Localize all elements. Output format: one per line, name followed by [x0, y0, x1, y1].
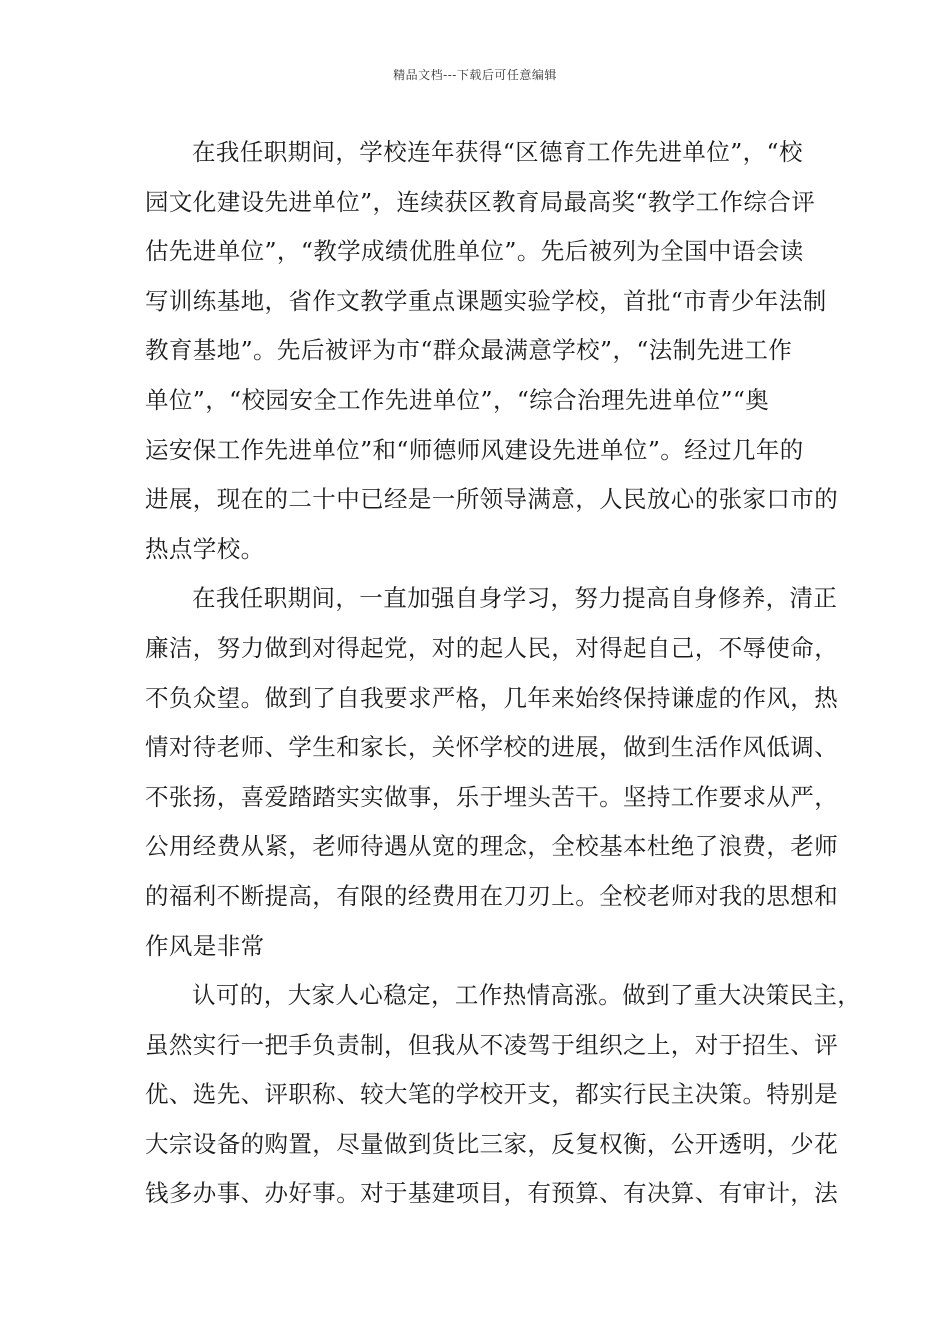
text-line: 热点学校。	[145, 534, 265, 563]
text-line: 认可的，大家人心稳定，工作热情高涨。做到了重大决策民主，	[192, 981, 862, 1010]
text-line: 估先进单位”，“教学成绩优胜单位”。先后被列为全国中语会读	[145, 237, 804, 266]
text-line: 作风是非常	[145, 931, 265, 960]
text-line: 写训练基地，省作文教学重点课题实验学校，首批“市青少年法制	[145, 286, 827, 315]
text-line: 公用经费从紧，老师待遇从宽的理念，全校基本杜绝了浪费，老师	[145, 832, 839, 861]
paragraph-2	[145, 574, 839, 971]
document-body	[145, 128, 862, 1219]
text-line: 在我任职期间，学校连年获得“区德育工作先进单位”，“校	[192, 138, 803, 166]
text-line: 的福利不断提高，有限的经费用在刀刃上。全校老师对我的思想和	[145, 881, 839, 910]
text-line: 不张扬，喜爱踏踏实实做事，乐于埋头苦干。坚持工作要求从严，	[145, 782, 839, 811]
text-line: 虽然实行一把手负责制，但我从不凌驾于组织之上，对于招生、评	[145, 1030, 839, 1059]
text-line: 廉洁，努力做到对得起党，对的起人民，对得起自己，不辱使命，	[145, 633, 839, 662]
text-line: 进展，现在的二十中已经是一所领导满意，人民放心的张家口市的	[145, 485, 839, 514]
page-header: 精品文档---下载后可任意编辑	[393, 68, 557, 82]
text-line: 情对待老师、学生和家长，关怀学校的进展，做到生活作风低调、	[145, 733, 839, 762]
text-line: 优、选先、评职称、较大笔的学校开支，都实行民主决策。特别是	[145, 1080, 839, 1109]
text-line: 单位”，“校园安全工作先进单位”，“综合治理先进单位”“奥	[145, 385, 770, 414]
text-line: 运安保工作先进单位”和“师德师风建设先进单位”。经过几年的	[145, 435, 804, 464]
paragraph-1	[145, 128, 839, 574]
text-line: 园文化建设先进单位”，连续获区教育局最高奖“教学工作综合评	[145, 187, 816, 216]
text-line: 大宗设备的购置，尽量做到货比三家，反复权衡，公开透明，少花	[145, 1129, 839, 1158]
text-line: 不负众望。做到了自我要求严格，几年来始终保持谦虚的作风，热	[145, 683, 839, 712]
paragraph-3	[145, 971, 862, 1219]
text-line: 在我任职期间，一直加强自身学习，努力提高自身修养，清正	[192, 584, 838, 613]
text-line: 教育基地”。先后被评为市“群众最满意学校”，“法制先进工作	[145, 336, 793, 365]
text-line: 钱多办事、办好事。对于基建项目，有预算、有决算、有审计，法	[145, 1179, 839, 1208]
